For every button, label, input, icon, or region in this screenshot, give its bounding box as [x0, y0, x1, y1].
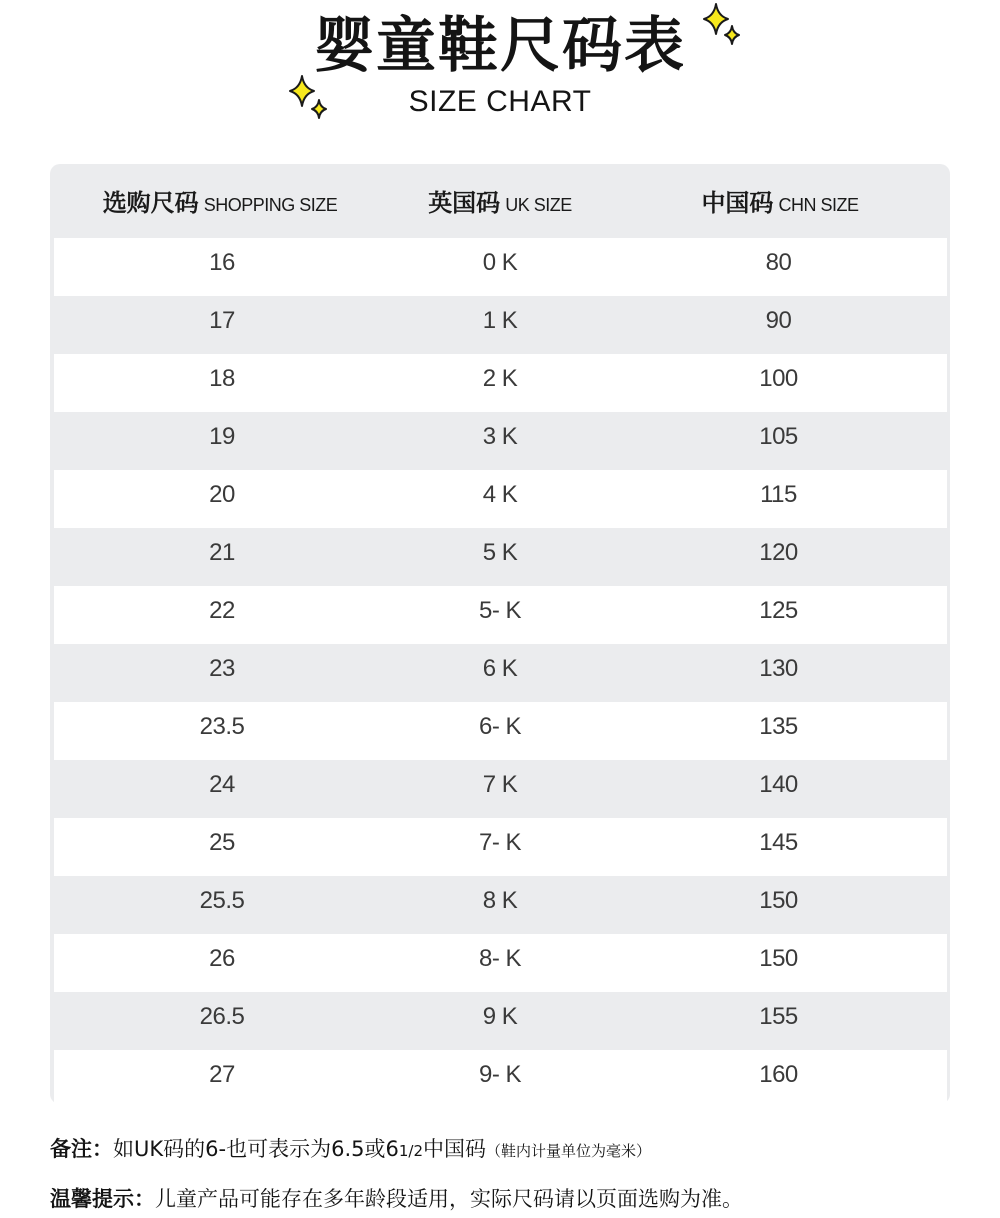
uk-size-cell: 8 K	[482, 887, 518, 914]
sparkle-icon	[288, 74, 332, 124]
sparkle-icon	[700, 2, 744, 48]
shopping-size-cell: 23	[209, 655, 235, 682]
uk-size-cell: 9- K	[478, 1061, 521, 1088]
chn-size-cell: 80	[765, 249, 792, 276]
header-label-en: SHOPPING SIZE	[203, 195, 338, 215]
table-row	[54, 296, 947, 354]
table-row	[54, 818, 947, 876]
uk-size-cell: 2 K	[482, 365, 518, 392]
uk-size-cell: 4 K	[482, 481, 518, 508]
note-label: 备注：	[50, 1137, 113, 1161]
uk-size-cell: 0 K	[482, 249, 518, 276]
shopping-size-cell: 19	[209, 423, 235, 450]
note-text: 如UK码的6-也可表示为6.5或6	[113, 1137, 399, 1161]
header-chn-size	[610, 164, 950, 238]
uk-size-cell: 6- K	[478, 713, 521, 740]
note-fraction: 1/2	[398, 1142, 423, 1160]
note-text-after: 中国码	[422, 1137, 486, 1161]
table-row	[54, 586, 947, 644]
table-row	[54, 760, 947, 818]
table-row	[54, 644, 947, 702]
shopping-size-cell: 25.5	[199, 887, 245, 914]
size-note	[50, 1134, 651, 1166]
table-row	[54, 992, 947, 1050]
shopping-size-cell: 27	[209, 1061, 235, 1088]
chn-size-cell: 155	[759, 1003, 798, 1030]
header-shopping-size	[50, 164, 390, 238]
header-label-cn: 选购尺码	[102, 189, 199, 217]
shopping-size-cell: 24	[209, 771, 235, 798]
shopping-size-cell: 26.5	[199, 1003, 245, 1030]
header-label-cn: 中国码	[701, 189, 774, 217]
tip-label: 温馨提示：	[50, 1187, 155, 1211]
page-subtitle: SIZE CHART	[408, 85, 592, 118]
uk-size-cell: 1 K	[482, 307, 518, 334]
page-title: 婴童鞋尺码表	[314, 11, 686, 81]
table-row	[54, 528, 947, 586]
shopping-size-cell: 17	[209, 307, 235, 334]
uk-size-cell: 6 K	[482, 655, 518, 682]
header-label-cn: 英国码	[428, 189, 501, 217]
table-row	[54, 354, 947, 412]
shopping-size-cell: 18	[209, 365, 235, 392]
title-block	[0, 0, 1000, 140]
size-table	[50, 164, 950, 1104]
table-row	[54, 412, 947, 470]
table-row	[54, 934, 947, 992]
note-small-text: （鞋内计量单位为毫米）	[485, 1142, 651, 1160]
chn-size-cell: 130	[759, 655, 798, 682]
table-body	[54, 238, 947, 1108]
chn-size-cell: 100	[759, 365, 798, 392]
shopping-size-cell: 23.5	[199, 713, 245, 740]
shopping-size-cell: 16	[209, 249, 235, 276]
chn-size-cell: 145	[759, 829, 798, 856]
chn-size-cell: 105	[759, 423, 798, 450]
table-header	[50, 164, 950, 238]
table-row	[54, 1050, 947, 1108]
uk-size-cell: 8- K	[478, 945, 521, 972]
uk-size-cell: 5- K	[478, 597, 521, 624]
chn-size-cell: 120	[759, 539, 798, 566]
uk-size-cell: 7- K	[478, 829, 521, 856]
chn-size-cell: 115	[760, 481, 797, 508]
tip-text: 儿童产品可能存在多年龄段适用，实际尺码请以页面选购为准。	[155, 1187, 743, 1211]
shopping-size-cell: 22	[209, 597, 235, 624]
shopping-size-cell: 26	[209, 945, 235, 972]
chn-size-cell: 150	[759, 945, 798, 972]
header-label-en: UK SIZE	[505, 195, 572, 215]
chn-size-cell: 135	[759, 713, 798, 740]
uk-size-cell: 9 K	[482, 1003, 518, 1030]
table-row	[54, 238, 947, 296]
header-label-en: CHN SIZE	[778, 195, 859, 215]
table-row	[54, 470, 947, 528]
chn-size-cell: 90	[765, 307, 792, 334]
warm-tip	[50, 1184, 743, 1214]
shopping-size-cell: 25	[209, 829, 235, 856]
uk-size-cell: 7 K	[482, 771, 518, 798]
header-uk-size	[390, 164, 610, 238]
table-row	[54, 702, 947, 760]
chn-size-cell: 125	[759, 597, 798, 624]
uk-size-cell: 5 K	[482, 539, 518, 566]
shopping-size-cell: 20	[209, 481, 235, 508]
shopping-size-cell: 21	[209, 539, 235, 566]
chn-size-cell: 150	[759, 887, 798, 914]
table-row	[54, 876, 947, 934]
chn-size-cell: 160	[759, 1061, 798, 1088]
uk-size-cell: 3 K	[482, 423, 518, 450]
chn-size-cell: 140	[759, 771, 798, 798]
